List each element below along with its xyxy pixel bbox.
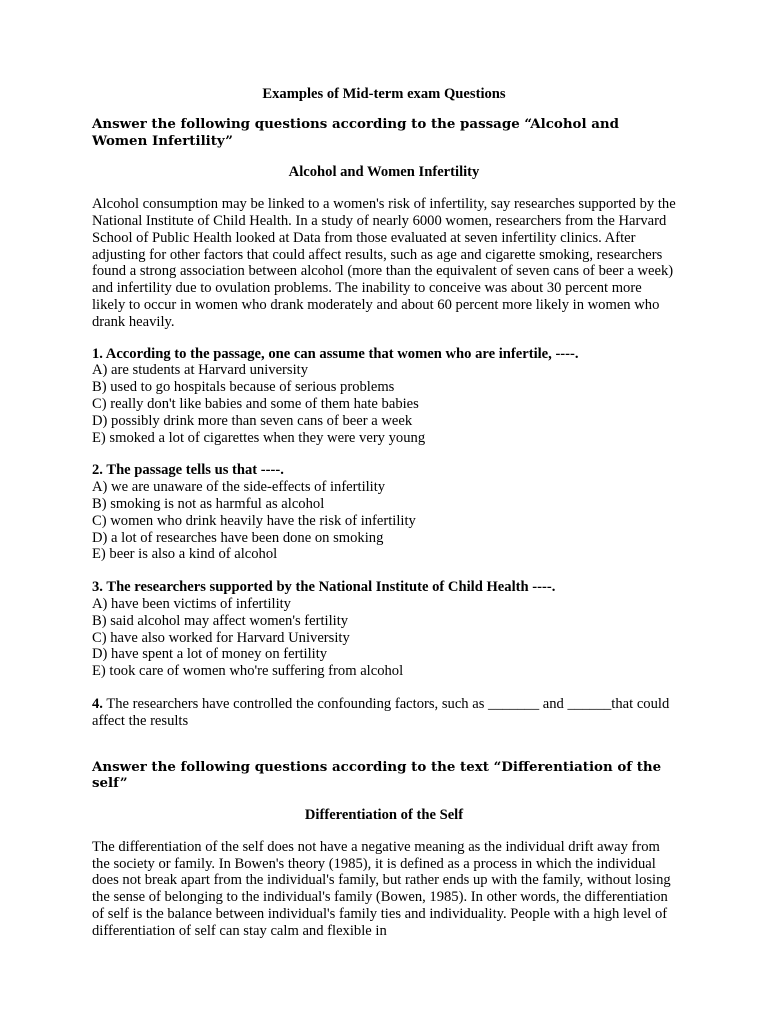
question-3 bbox=[92, 579, 676, 680]
question-1-option-b: B) used to go hospitals because of serious problems bbox=[92, 379, 395, 396]
question-1-option-c: C) really don't like babies and some of them hate babies bbox=[92, 395, 419, 412]
document-content bbox=[92, 86, 676, 955]
question-1-option-e: E) smoked a lot of cigarettes when they were very young bbox=[92, 429, 426, 446]
question-3-option-a: A) have been victims of infertility bbox=[92, 595, 291, 612]
document-title: Examples of Mid-term exam Questions bbox=[262, 86, 506, 102]
question-2-option-c: C) women who drink heavily have the risk of infertility bbox=[92, 512, 416, 529]
question-1-stem: 1. According to the passage, one can assume that women who are infertile, ----. bbox=[92, 345, 579, 362]
question-3-option-d: D) have spent a lot of money on fertility bbox=[92, 646, 328, 663]
section1-passage-title: Alcohol and Women Infertility bbox=[288, 164, 480, 181]
question-4-text: The researchers have controlled the confounding factors, such as _______ and ______that could affect the results bbox=[92, 695, 670, 729]
question-2-options bbox=[92, 479, 676, 563]
question-2-stem: 2. The passage tells us that ----. bbox=[92, 462, 284, 479]
section2-instruction: Answer the following questions according to the text “Differentiation of the self” bbox=[92, 758, 662, 792]
section1-instruction: Answer the following questions according to the passage “Alcohol and Women Infertility” bbox=[92, 115, 620, 149]
question-1 bbox=[92, 346, 676, 447]
question-4 bbox=[92, 696, 676, 730]
section1-passage: Alcohol consumption may be linked to a women's risk of infertility, say researches supported by the National Institute of Child Health. In a study of nearly 6000 women, researchers from the Harvard School of Public Health looked at Data from those evaluated at seven infertility clinics. After adjusting for other factors that could affect results, such as age and cigarette smoking, researchers found a strong association between alcohol (more than the equivalent of seven cans of beer a week) and infertility due to ovulation problems. The inability to conceive was about 30 percent more likely to occur in women who drank moderately and about 60 percent more likely in women who drank heavily. bbox=[92, 196, 676, 330]
section2-passage: The differentiation of the self does not have a negative meaning as the individual drift away from the society or family. In Bowen's theory (1985), it is defined as a process in which the individual does not break apart from the individual's family, but rather ends up with the family, without losing the sense of belonging to the individual's family (Bowen, 1985). In other words, the differentiation of self is the balance between individual's family ties and individuality. People with a high level of differentiation of self can stay calm and flexible in bbox=[92, 838, 671, 939]
question-2-option-b: B) smoking is not as harmful as alcohol bbox=[92, 495, 325, 512]
question-3-option-c: C) have also worked for Harvard University bbox=[92, 629, 350, 646]
question-2-option-a: A) we are unaware of the side-effects of infertility bbox=[92, 479, 386, 496]
section2-passage-title: Differentiation of the Self bbox=[304, 807, 464, 824]
question-3-option-b: B) said alcohol may affect women's fertility bbox=[92, 612, 349, 629]
question-2 bbox=[92, 462, 676, 563]
question-3-options bbox=[92, 596, 676, 680]
question-2-option-e: E) beer is also a kind of alcohol bbox=[92, 546, 278, 563]
question-2-option-d: D) a lot of researches have been done on smoking bbox=[92, 529, 384, 546]
question-1-option-a: A) are students at Harvard university bbox=[92, 362, 308, 379]
section-spacer bbox=[92, 730, 676, 759]
question-3-option-e: E) took care of women who're suffering from alcohol bbox=[92, 663, 404, 680]
question-1-options bbox=[92, 362, 676, 446]
question-1-option-d: D) possibly drink more than seven cans of beer a week bbox=[92, 412, 413, 429]
question-3-stem: 3. The researchers supported by the National Institute of Child Health ----. bbox=[92, 579, 556, 596]
question-4-number: 4. bbox=[92, 695, 103, 712]
